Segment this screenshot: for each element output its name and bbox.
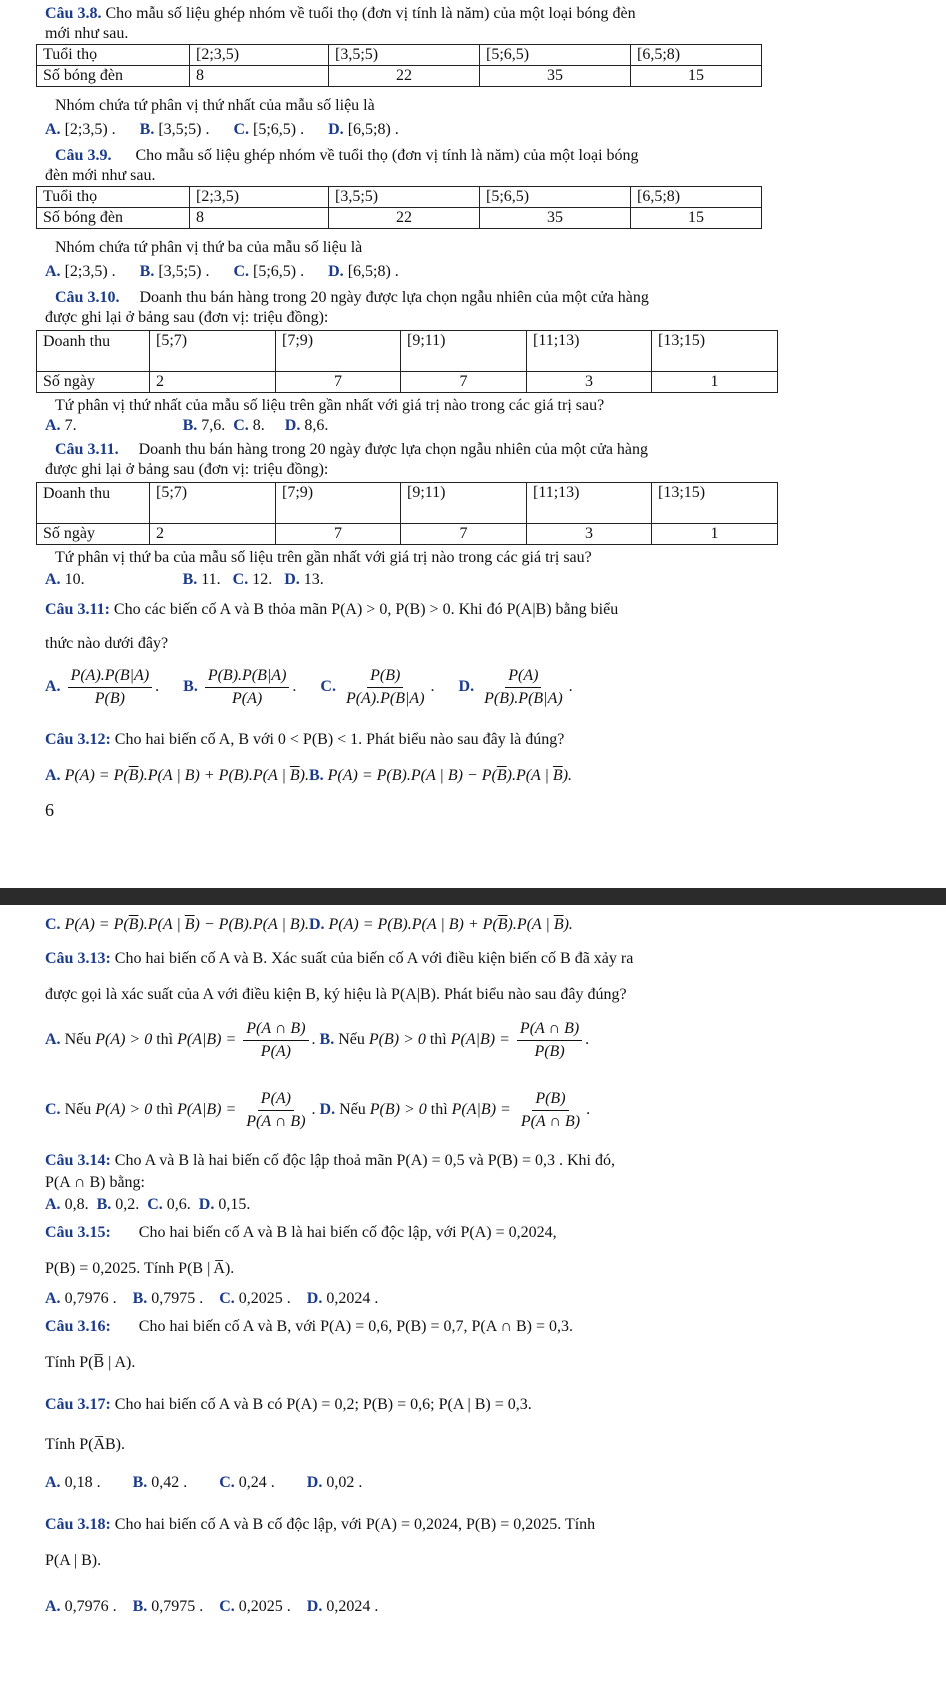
q314-options: A. 0,8. B. 0,2. C. 0,6. D. 0,15. <box>45 1196 251 1213</box>
q314-line1: Câu 3.14: Cho A và B là hai biến cố độc lập thoả mãn P(A) = 0,5 và P(B) = 0,3 . Khi đó, <box>45 1152 615 1169</box>
fraction-d: $\frac{P(A)}{P(B).P(B|A)}$ <box>484 666 563 707</box>
q311b-line1: Câu 3.11: Cho các biến cố A và B thỏa mãn P(A) > 0, P(B) > 0. Khi đó P(A|B) bằng biểu <box>45 601 619 618</box>
q315-options: A. 0,7976 . B. 0,7975 . C. 0,2025 . D. 0,2024 . <box>45 1290 379 1307</box>
q311a-question: Tứ phân vị thứ ba của mẫu số liệu trên gần nhất với giá trị nào trong các giá trị sau? <box>55 549 592 566</box>
q316-line2: Tính P(B̅ | A). <box>45 1354 136 1371</box>
q318-line2: P(A | B). <box>45 1552 102 1569</box>
q318-line1: Câu 3.18: Cho hai biến cố A và B cố độc lập, với P(A) = 0,2024, P(B) = 0,2025. Tính <box>45 1516 596 1533</box>
q317-line2: Tính P(A̅B). <box>45 1436 125 1453</box>
q311b-line2: thức nào dưới đây? <box>45 635 169 652</box>
q311a-line1: Câu 3.11. Doanh thu bán hàng trong 20 ngày được lựa chọn ngẫu nhiên của một cửa hàng <box>55 441 649 458</box>
q316-line1: Câu 3.16: Cho hai biến cố A và B, với P(A) = 0,6, P(B) = 0,7, P(A ∩ B) = 0,3. <box>45 1318 573 1335</box>
q313-line1: Câu 3.13: Cho hai biến cố A và B. Xác suất của biến cố A với điều kiện biến cố B đã xảy ra <box>45 950 634 967</box>
q314-line2: P(A ∩ B) bằng: <box>45 1174 145 1191</box>
page-separator <box>0 888 946 905</box>
fraction-c: $\frac{P(B)}{P(A).P(B|A)}$ <box>345 666 425 707</box>
revenue-table-1: Doanh thu [5;7) [7;9) [9;11) [11;13) [13;15) Số ngày 2 7 7 3 1 <box>36 330 778 393</box>
q39-line1: Câu 3.9. Cho mẫu số liệu ghép nhóm về tuổi thọ (đơn vị tính là năm) của một loại bóng <box>55 147 639 164</box>
q311a-line2: được ghi lại ở bảng sau (đơn vị: triệu đồng): <box>45 461 329 478</box>
q317-options: A. 0,18 . B. 0,42 . C. 0,24 . D. 0,02 . <box>45 1474 363 1491</box>
fraction-b: $\frac{P(B).P(B|A)}{P(A)}$ <box>205 665 290 710</box>
q311b-options: A. $\frac{P(A).P(B|A)}{P(B)}$ . B. $\frac{P(B).P(B|A)}{P(A)}$ . C. $\frac{P(B)}{P(A).P(B|A)}$ . D. $\frac{P(A)}{P(B).P(B|A)}$ . <box>45 662 573 712</box>
q310-line2: được ghi lại ở bảng sau (đơn vị: triệu đồng): <box>45 309 329 326</box>
q38-line1: Câu 3.8. Cho mẫu số liệu ghép nhóm về tuổi thọ (đơn vị tính là năm) của một loại bóng đèn <box>45 5 636 22</box>
q312-options-ab: A. $P(A) = P(\overline{B}).P(A$ | B) + P(B).P(A | $\overline{B}).B$. P(A) = P(B).P(A | $B) - P(\overline{B}).P(A$ | $\overline{B}$). <box>45 767 573 784</box>
q39-line2: đèn mới như sau. <box>45 167 156 184</box>
q38-line2: mới như sau. <box>45 25 129 42</box>
lamp-table-1: Tuổi thọ [2;3,5) [3,5;5) [5;6,5) [6,5;8) Số bóng đèn 8 22 35 15 <box>36 44 762 87</box>
revenue-table-2: Doanh thu [5;7) [7;9) [9;11) [11;13) [13;15) Số ngày 2 7 7 3 1 <box>36 482 778 545</box>
q315-line1: Câu 3.15: Cho hai biến cố A và B là hai biến cố độc lập, với P(A) = 0,2024, <box>45 1224 557 1241</box>
q313-options-cd: C. Nếu P(A) > 0 thì P(A|B) = $\frac{P(A)}{P(A \cap B)}$ . D. Nếu P(B) > 0 thì P(A|B) = $\frac{P(B)}{P(A \cap B)}$ . <box>45 1089 591 1130</box>
q312-options-cd: C. $P(A) = P(\overline{B}).P(A$ | $\overline{B}) - P(B).P(A$ | B).D. P(A) = P(B).P(A | $B) + P(\overline{B}).P(A$ | $\overline{B}$). <box>45 916 573 933</box>
q312-line: Câu 3.12: Cho hai biến cố A, B với 0 < P(B) < 1. Phát biểu nào sau đây là đúng? <box>45 731 565 748</box>
q318-options: A. 0,7976 . B. 0,7975 . C. 0,2025 . D. 0,2024 . <box>45 1598 379 1615</box>
q310-question: Tứ phân vị thứ nhất của mẫu số liệu trên gần nhất với giá trị nào trong các giá trị sau? <box>55 397 605 414</box>
q315-line2: P(B) = 0,2025. Tính P(B | A̅). <box>45 1260 235 1277</box>
q311a-options: A. 10. B. 11. C. 12. D. 13. <box>45 571 324 588</box>
page-lower <box>0 905 946 1700</box>
page-number: 6 <box>45 800 54 820</box>
q313-options-ab: A. Nếu P(A) > 0 thì P(A|B) = $\frac{P(A \cap B)}{P(A)}$ . B. Nếu P(B) > 0 thì P(A|B) = $\frac{P(A \cap B)}{P(B)}$ . <box>45 1019 590 1060</box>
q317-line1: Câu 3.17: Cho hai biến cố A và B có P(A) = 0,2; P(B) = 0,6; P(A | B) = 0,3. <box>45 1396 532 1413</box>
q310-options: A. 7. B. 7,6. C. 8. D. 8,6. <box>45 417 329 434</box>
q310-line1: Câu 3.10. Doanh thu bán hàng trong 20 ngày được lựa chọn ngẫu nhiên của một cửa hàng <box>55 289 649 306</box>
q38-options: A. [2;3,5) . B. [3,5;5) . C. [5;6,5) . D. [6,5;8) . <box>45 121 399 138</box>
q38-question: Nhóm chứa tứ phân vị thứ nhất của mẫu số liệu là <box>55 97 375 114</box>
q39-options: A. [2;3,5) . B. [3,5;5) . C. [5;6,5) . D. [6,5;8) . <box>45 263 399 280</box>
fraction-a: $\frac{P(A).P(B|A)}{P(B)}$ <box>68 665 153 710</box>
q313-line2: được gọi là xác suất của A với điều kiện B, ký hiệu là P(A|B). Phát biểu nào sau đây đúng? <box>45 986 627 1003</box>
q39-question: Nhóm chứa tứ phân vị thứ ba của mẫu số liệu là <box>55 239 363 256</box>
lamp-table-2: Tuổi thọ [2;3,5) [3,5;5) [5;6,5) [6,5;8) Số bóng đèn 8 22 35 15 <box>36 186 762 229</box>
